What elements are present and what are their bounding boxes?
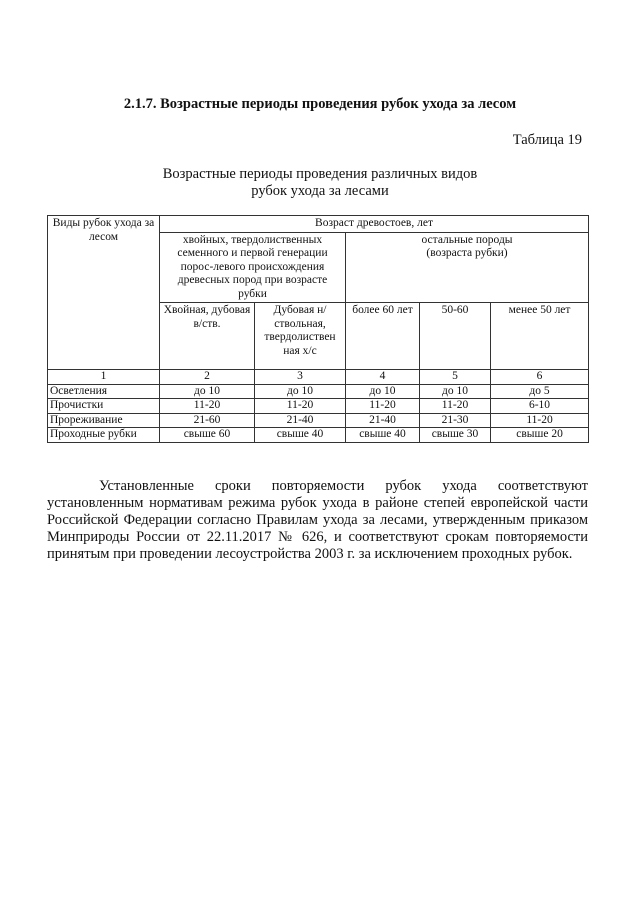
table-cell: 21-60: [160, 413, 255, 428]
table-cell: свыше 60: [160, 428, 255, 443]
header-group-other-line2: (возраста рубки): [426, 247, 508, 259]
table-cell: 21-40: [346, 413, 420, 428]
header-sub-over60: более 60 лет: [346, 303, 420, 370]
caption-line-1: Возрастные периоды проведения различных видов: [162, 166, 478, 182]
body-paragraph: Установленные сроки повторяемости рубок ухода соответствуют установленным нормативам режима рубок ухода в районе степей европейской части Российской Федерации согласно Правилам ухода за лесами, утвержденным приказом Минприроды России от 22.11.2017 № 626, и соответствуют срокам повторяемости принятым при проведении лесоустройства 2003 г. за исключением проходных рубок.: [47, 478, 588, 562]
row-label: Прореживание: [48, 413, 160, 428]
header-stand-age: Возраст древостоев, лет: [160, 216, 589, 233]
header-sub-oak: Дубовая н/ствольная, твердолиствен ная х/с: [255, 303, 346, 370]
caption-line-2: рубок ухода за лесами: [251, 183, 389, 199]
table-cell: 11-20: [346, 399, 420, 414]
table-cell: свыше 20: [491, 428, 589, 443]
header-cut-types: Виды рубок ухода за лесом: [48, 216, 160, 370]
table-cell: свыше 40: [255, 428, 346, 443]
header-sub-under50: менее 50 лет: [491, 303, 589, 370]
table-cell: 11-20: [420, 399, 491, 414]
header-group-other-line1: остальные породы: [421, 233, 513, 246]
table-cell: до 10: [160, 384, 255, 399]
table-number: Таблица 19: [512, 132, 582, 148]
table-cell: 6-10: [491, 399, 589, 414]
col-number: 2: [160, 370, 255, 385]
header-sub-conifer: Хвойная, дубовая в/ств.: [160, 303, 255, 370]
table-cell: 11-20: [160, 399, 255, 414]
row-label: Проходные рубки: [48, 428, 160, 443]
section-title: 2.1.7. Возрастные периоды проведения рубок ухода за лесом: [123, 96, 517, 112]
table-cell: 11-20: [255, 399, 346, 414]
table-cell: 21-40: [255, 413, 346, 428]
col-number: 3: [255, 370, 346, 385]
table-cell: 21-30: [420, 413, 491, 428]
row-label: Прочистки: [48, 399, 160, 414]
col-number: 6: [491, 370, 589, 385]
table-cell: 11-20: [491, 413, 589, 428]
table-row: [48, 399, 589, 414]
table-cell: до 5: [491, 384, 589, 399]
table-cell: до 10: [255, 384, 346, 399]
col-number: 4: [346, 370, 420, 385]
table-row: [48, 428, 589, 443]
row-label: Осветления: [48, 384, 160, 399]
header-sub-50-60: 50-60: [420, 303, 491, 370]
table-cell: до 10: [346, 384, 420, 399]
col-number: 5: [420, 370, 491, 385]
col-number: 1: [48, 370, 160, 385]
header-group-conifer: хвойных, твердолиственных семенного и первой генерации порос-левого происхождения древесных пород при возрасте рубки: [160, 232, 346, 303]
table-row: [48, 384, 589, 399]
table-cell: свыше 40: [346, 428, 420, 443]
table-caption: [0, 166, 640, 200]
age-periods-table: [47, 215, 589, 443]
table-cell: до 10: [420, 384, 491, 399]
table-row: [48, 413, 589, 428]
table-cell: свыше 30: [420, 428, 491, 443]
header-group-other: [346, 232, 589, 303]
